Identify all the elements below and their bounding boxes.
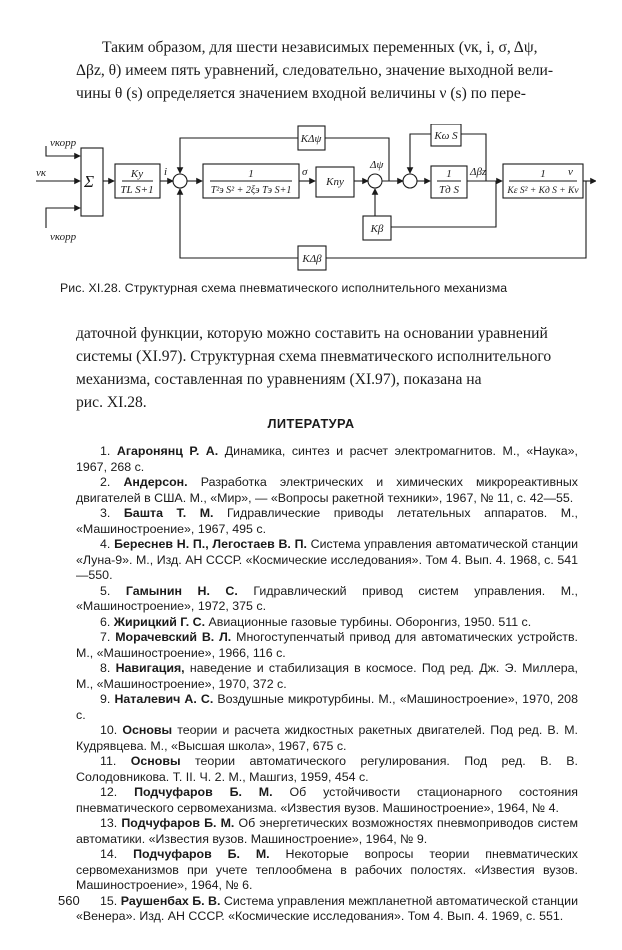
block3-denominator: Tд S	[439, 184, 459, 196]
text-line: даточной функции, которую можно составить на основании уравнений	[76, 325, 548, 342]
komega-label: Kω S	[434, 130, 458, 142]
reference-item: 14. Подчуфаров Б. М. Некоторые вопросы теории пневматических сервомеханизмов при учете теплообмена в рабочих полостях. «Известия вузов. Машиностроение», 1964, № 6.	[76, 847, 578, 892]
signal-dbeta-label: Δβz	[470, 166, 487, 178]
figure-caption: Рис. XI.28. Структурная схема пневматического исполнительного механизма	[60, 281, 508, 295]
reference-item: 5. Гамынин Н. С. Гидравлический привод систем управления. М., «Машиностроение», 1972, 375 с.	[76, 583, 578, 613]
kpu-label: Kпу	[326, 176, 344, 188]
nu-korr-top-label: νкорр	[50, 137, 77, 149]
nu-k-label: νк	[36, 167, 47, 179]
sum-symbol: Σ	[84, 172, 95, 191]
literature-heading: ЛИТЕРАТУРА	[267, 416, 355, 431]
text-line: Таким образом, для шести независимых переменных (νк, i, σ, Δψ,	[102, 39, 538, 56]
reference-list	[76, 444, 578, 925]
block4-denominator: Kε S² + Kд S + Kν	[507, 186, 579, 196]
reference-item: 8. Навигация, наведение и стабилизация в космосе. Под ред. Дж. Э. Миллера, М., «Машиностроение», 1970, 372 с.	[76, 661, 578, 691]
summing-junction-3	[403, 174, 417, 188]
block1-denominator: TL S+1	[120, 184, 154, 196]
reference-item: 10. Основы теории и расчета жидкостных ракетных двигателей. Под ред. В. М. Кудрявцева. М., «Высшая школа», 1967, 675 с.	[76, 723, 578, 753]
intro-paragraph	[76, 36, 576, 105]
text-line: механизма, составленная по уравнениям (XI.97), показана на	[76, 371, 482, 388]
reference-item: 4. Береснев Н. П., Легостаев В. П. Система управления автоматической станции «Луна-9». М., Изд. АН СССР. «Космические исследования». Том 4. Вып. 4. 1968, с. 541—550.	[76, 537, 578, 582]
kbeta-label: Kβ	[370, 223, 384, 235]
signal-i-label: i	[164, 166, 168, 178]
page-number: 560	[58, 893, 80, 908]
reference-item: 12. Подчуфаров Б. М. Об устойчивости стационарного состояния пневматического сервомеханизма. «Известия вузов. Машиностроение», 1964, № 4.	[76, 785, 578, 815]
text-line: рис. XI.28.	[76, 394, 147, 411]
signal-sigma-label: σ	[302, 166, 308, 178]
block3-numerator: 1	[446, 168, 452, 180]
signal-dpsi-label: Δψ	[370, 159, 384, 171]
text-line: системы (XI.97). Структурная схема пневматического исполнительного	[76, 348, 552, 365]
reference-item: 1. Агаронянц Р. А. Динамика, синтез и расчет электромагнитов. М., «Наука», 1967, 268 с.	[76, 444, 578, 474]
nu-korr-bottom-label: νкорр	[50, 231, 77, 243]
text-line: Δβz, θ) имеем пять уравнений, следовательно, значение выходной вели-	[76, 62, 554, 79]
block2-numerator: 1	[248, 168, 254, 180]
reference-item: 6. Жирицкий Г. С. Авиационные газовые турбины. Оборонгиз, 1950. 511 с.	[100, 614, 532, 629]
signal-v-label: v	[568, 166, 573, 178]
block2-denominator: T²э S² + 2ξэ Tэ S+1	[210, 185, 292, 196]
reference-item: 7. Морачевский В. Л. Многоступенчатый привод для автоматических устройств. М., «Машиностроение», 1966, 116 с.	[76, 630, 578, 660]
reference-item: 2. Андерсон. Разработка электрических и химических микрореактивных двигателей в США. М., «Мир», — «Вопросы ракетной техники», 1967, № 11, с. 42—55.	[76, 475, 579, 505]
kdbeta-label: KΔβ	[302, 253, 322, 265]
reference-item: 3. Башта Т. М. Гидравлические приводы летательных аппаратов. М., «Машиностроение», 1967, 495 с.	[76, 506, 578, 536]
continuation-paragraph	[76, 322, 576, 414]
reference-item: 9. Наталевич А. С. Воздушные микротурбины. М., «Машиностроение», 1970, 208 с.	[76, 692, 578, 722]
block1-numerator: Kу	[130, 168, 144, 180]
reference-item: 15. Раушенбах Б. В. Система управления межпланетной автоматической станции «Венера». Изд. АН СССР. «Космические исследования». Том 4. Вып. 4. 1969, с. 551.	[76, 893, 578, 923]
text-line: чины θ (s) определяется значением входной величины ν (s) по пере-	[76, 85, 526, 102]
block4-numerator: 1	[540, 168, 546, 180]
reference-item: 11. Основы теории автоматического регулирования. Под ред. В. В. Солодовникова. Т. II. Ч. 2. М., Машгиз, 1959, 454 с.	[76, 754, 578, 784]
summing-junction-2	[368, 174, 382, 188]
summing-junction-1	[173, 174, 187, 188]
kdpsi-label: KΔψ	[300, 133, 322, 145]
reference-item: 13. Подчуфаров Б. М. Об энергетических возможностях пневмоприводов систем автоматики. «Известия вузов. Машиностроение», 1964, № 9.	[76, 816, 578, 846]
block-diagram	[36, 124, 596, 280]
